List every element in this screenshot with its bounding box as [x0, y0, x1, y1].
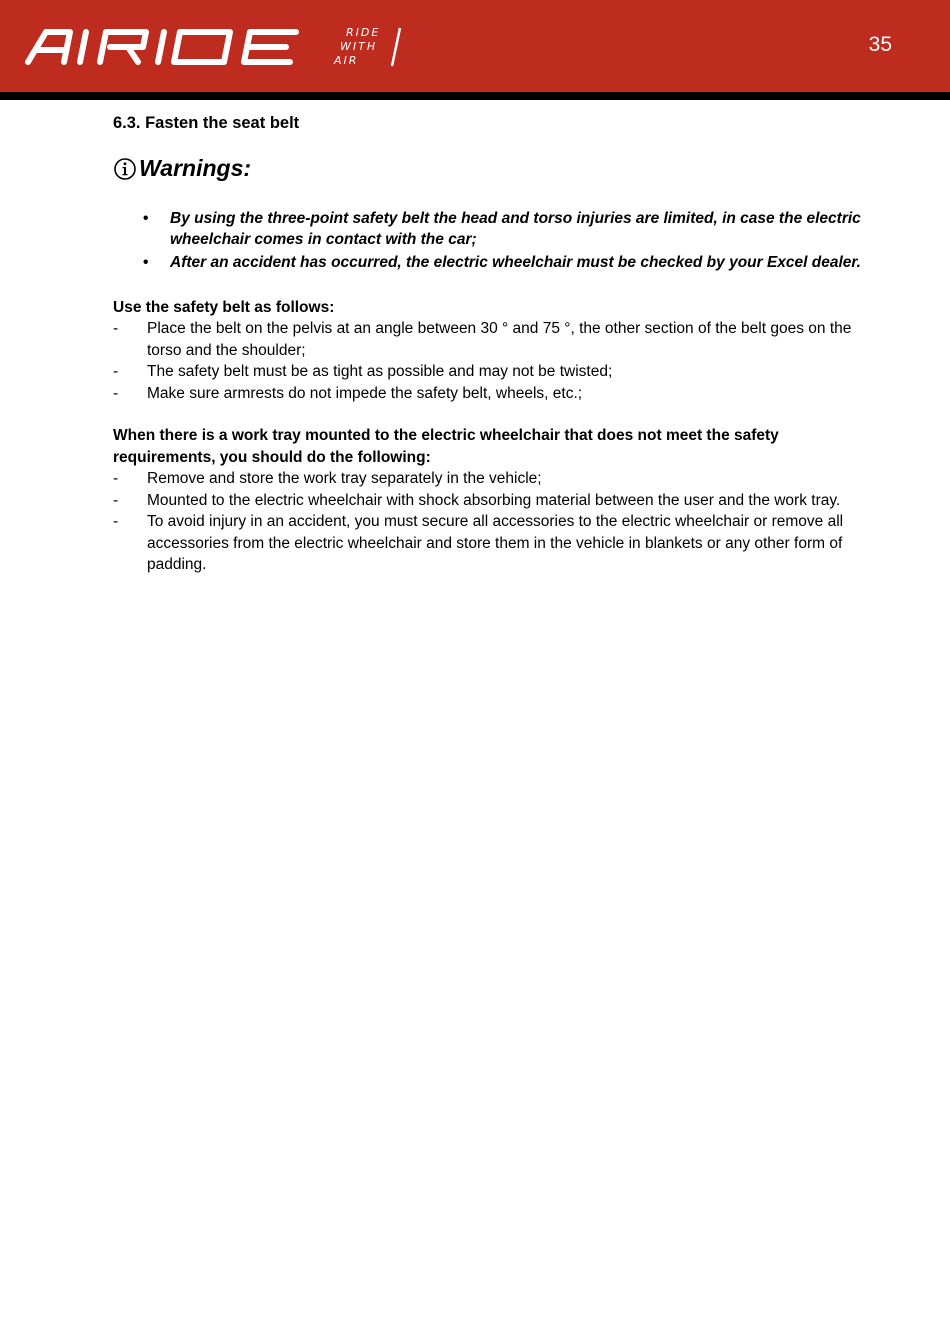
step-text: Place the belt on the pelvis at an angle between 30 ° and 75 °, the other section of the belt goes on the torso and the shoulder; — [147, 320, 852, 359]
belt-steps-list — [113, 318, 873, 404]
step-text: Make sure armrests do not impede the safety belt, wheels, etc.; — [147, 384, 583, 402]
list-item: - Place the belt on the pelvis at an angle between 30 ° and 75 °, the other section of the belt goes on the torso and the shoulder; — [113, 320, 852, 359]
list-item: • After an accident has occurred, the electric wheelchair must be checked by your Excel dealer. — [143, 254, 861, 271]
tagline-line-1: RIDE — [346, 26, 381, 39]
list-item: - To avoid injury in an accident, you must secure all accessories to the electric wheelchair or remove all accessories from the electric wheelchair and store them in the vehicle in blankets or any other form of padding. — [113, 513, 844, 573]
info-circle-icon — [113, 157, 137, 181]
list-item: - Mounted to the electric wheelchair with shock absorbing material between the user and the work tray. — [113, 491, 841, 509]
step-text: The safety belt must be as tight as possible and may not be twisted; — [147, 363, 613, 380]
section-title: 6.3. Fasten the seat belt — [113, 114, 300, 132]
page-header — [0, 0, 950, 92]
warnings-title: Warnings: — [139, 155, 252, 181]
warnings-list — [113, 208, 873, 273]
tagline-line-2: WITH — [340, 40, 378, 53]
airide-logo — [24, 22, 414, 70]
tagline-line-3: AIR — [334, 54, 359, 67]
list-item: - The safety belt must be as tight as possible and may not be twisted; — [113, 363, 613, 380]
tray-steps-list — [113, 468, 873, 576]
page-content — [113, 114, 873, 576]
step-text: To avoid injury in an accident, you must secure all accessories to the electric wheelchair or remove all accessories from the electric wheelchair and store them in the vehicle in blankets or any other form of padding. — [147, 513, 844, 573]
list-item: - Remove and store the work tray separately in the vehicle; — [113, 470, 542, 487]
list-item: • By using the three-point safety belt the head and torso injuries are limited, in case the electric wheelchair comes in contact with the car; — [143, 210, 861, 248]
tray-heading: When there is a work tray mounted to the electric wheelchair that does not meet the safety requirements, you should do the following: — [113, 427, 779, 466]
warning-text: By using the three-point safety belt the head and torso injuries are limited, in case the electric wheelchair comes in contact with the car; — [170, 210, 861, 248]
warnings-heading — [113, 155, 873, 182]
header-divider — [0, 92, 950, 100]
page-number: 35 — [868, 33, 892, 56]
step-text: Remove and store the work tray separately in the vehicle; — [147, 470, 542, 487]
list-item: - Make sure armrests do not impede the safety belt, wheels, etc.; — [113, 384, 583, 402]
belt-heading: Use the safety belt as follows: — [113, 299, 335, 316]
warning-text: After an accident has occurred, the electric wheelchair must be checked by your Excel dealer. — [170, 254, 861, 271]
step-text: Mounted to the electric wheelchair with shock absorbing material between the user and the work tray. — [147, 491, 841, 509]
